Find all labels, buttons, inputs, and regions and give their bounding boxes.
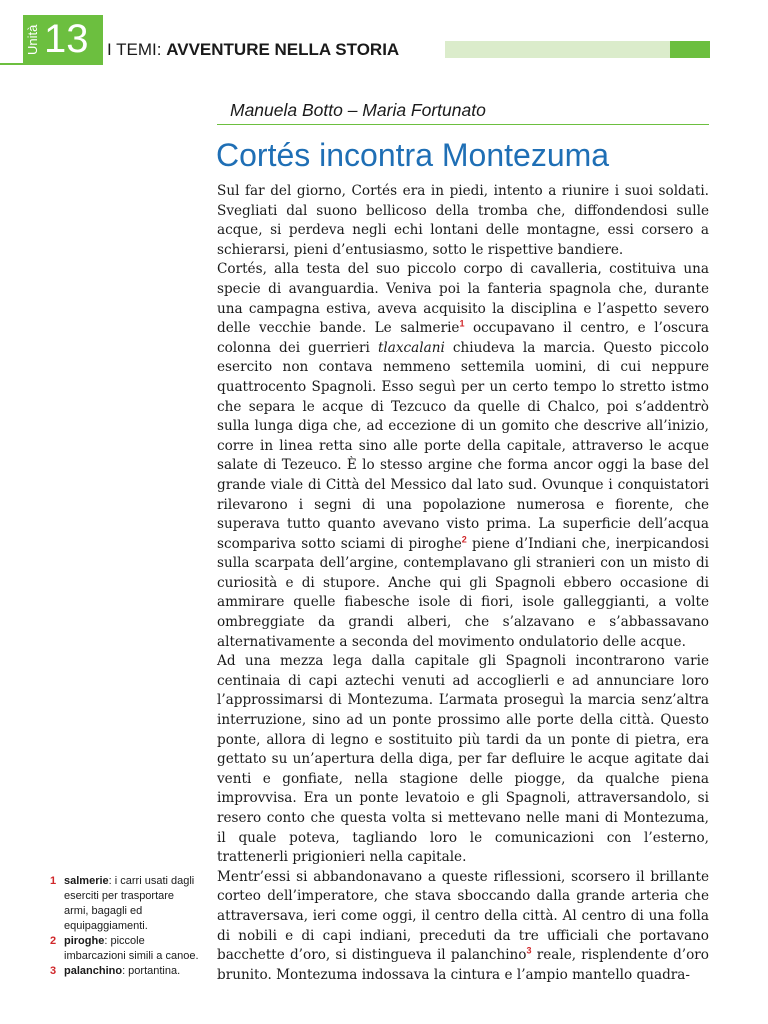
footnote-number: 2 bbox=[50, 935, 57, 947]
authors: Manuela Botto – Maria Fortunato bbox=[230, 100, 486, 120]
footnote-ref-2: 2 bbox=[461, 534, 467, 545]
paragraph-2-text-d: piene d’Indiani che, inerpicandosi sulla scarpata dell’argine, contemplavano gli stranieri con un misto di curiosità e di stupore. Anche qui gli Spagnoli ebbero occasione di ammirare quelle fiabesche isole di fiori, isole galleggianti, a volte ombreggiate da grandi alberi, che s’alzavano e s’abbassavano alternativamente a seconda del movimento ondulatorio delle acque. bbox=[217, 535, 709, 650]
paragraph-2-italic: tlaxcalani bbox=[377, 339, 445, 356]
paragraph-2-text-b: occupavano il centro, e l’oscura colonna dei guerrieri bbox=[217, 320, 709, 356]
header-bar-dark bbox=[670, 41, 710, 58]
footnote-text: : i carri usati dagli eserciti per trasportare armi, bagagli ed equipaggiamenti. bbox=[64, 875, 195, 932]
paragraph-2 bbox=[217, 260, 709, 652]
footnote-term: piroghe bbox=[64, 935, 105, 947]
unit-label: Unità bbox=[25, 24, 40, 56]
article-body bbox=[217, 182, 709, 985]
footnote-text: : piccole imbarcazioni simili a canoe. bbox=[64, 935, 199, 962]
paragraph-2-text-c: chiudeva la marcia. Questo piccolo esercito non contava nemmeno settemila uomini, di cui neppure quattrocento Spagnoli. Esso seguì per un certo tempo lo stretto istmo che separa le acque di Tezcuco da quelle di Chalco, poi s’addentrò sulla lunga diga che, ad eccezione di un gomito che descrive all’inizio, corre in linea retta sino alle porte della capitale, attraverso le acque salate di Tezeuco. È lo stesso argine che forma ancor oggi la base del grande viale di Città del Messico dal lato sud. Ovunque i conquistatori rilevarono i segni di una popolazione numerosa e fiorente, che superava tutto quanto avevano visto prima. La superficie dell’acqua scompariva sotto sciami di piroghe bbox=[217, 339, 709, 552]
footnote-number: 3 bbox=[50, 965, 57, 977]
theme-prefix: I TEMI: bbox=[107, 40, 162, 59]
footnote-text: : portantina. bbox=[122, 965, 181, 977]
section-theme bbox=[107, 40, 399, 60]
footnote-term: palanchino bbox=[64, 965, 123, 977]
footnote-2 bbox=[50, 934, 200, 964]
paragraph-2-text-a: Cortés, alla testa del suo piccolo corpo di cavalleria, costituiva una specie di avanguardia. Veniva poi la fanteria spagnola che, durante una campagna estiva, aveva acquisito la disciplina e l’aspetto severo delle vecchie bande. Le salmerie bbox=[217, 261, 709, 337]
footnote-1 bbox=[50, 874, 200, 934]
paragraph-4 bbox=[217, 868, 709, 986]
page-title: Cortés incontra Montezuma bbox=[216, 137, 610, 173]
paragraph-3: Ad una mezza lega dalla capitale gli Spagnoli incontrarono varie centinaia di capi aztechi venuti ad accoglierli e ad annunciare loro l’approssimarsi di Montezuma. L’armata proseguì la marcia senz’altra interruzione, sino ad un ponte prossimo alle porte della città. Questo ponte, allora di legno e sostituito più tardi da un ponte di pietra, era gettato su un’apertura della diga, per far defluire le acque agitate dai venti e gonfiate, nella stagione delle piogge, da qualche piena improvvisa. Era un ponte levatoio e gli Spagnoli, attraversandolo, si resero conto che questa volta si mettevano nelle mani di Montezuma, il quale poteva, tagliando loro le comunicazioni con l’esterno, trattenerli prigionieri nella capitale. bbox=[217, 653, 709, 866]
header-bar-light bbox=[445, 41, 670, 58]
footnote-ref-3: 3 bbox=[526, 945, 532, 956]
footnote-ref-1: 1 bbox=[459, 318, 465, 329]
header-underline bbox=[0, 63, 103, 65]
authors-divider bbox=[217, 124, 709, 125]
footnote-number: 1 bbox=[50, 875, 57, 887]
paragraph-4-text-a: Mentr’essi si abbandonavano a queste riflessioni, scorsero il brillante corteo dell’imperatore, che stava sboccando dalla grande arteria che attraversava, ieri come oggi, il centro della città. Al centro di una folla di nobili e di capi indiani, preceduti da tre ufficiali che portavano bacchette d’oro, si distingueva il palanchino bbox=[217, 868, 709, 964]
unit-number: 13 bbox=[44, 17, 89, 61]
paragraph-4-text-b: reale, risplendente d’oro brunito. Montezuma indossava la cintura e l’ampio mantello quadra- bbox=[217, 947, 709, 983]
footnotes bbox=[50, 874, 200, 979]
footnote-term: salmerie bbox=[64, 875, 109, 887]
paragraph-1: Sul far del giorno, Cortés era in piedi, intento a riunire i suoi soldati. Svegliati dal suono bellicoso della tromba che, diffondendosi sulle acque, si perdeva negli echi lontani delle montagne, essi corsero a schierarsi, pieni d’entusiasmo, sotto le rispettive bandiere. bbox=[217, 183, 709, 258]
footnote-3 bbox=[50, 964, 200, 979]
theme-title: AVVENTURE NELLA STORIA bbox=[166, 40, 400, 59]
